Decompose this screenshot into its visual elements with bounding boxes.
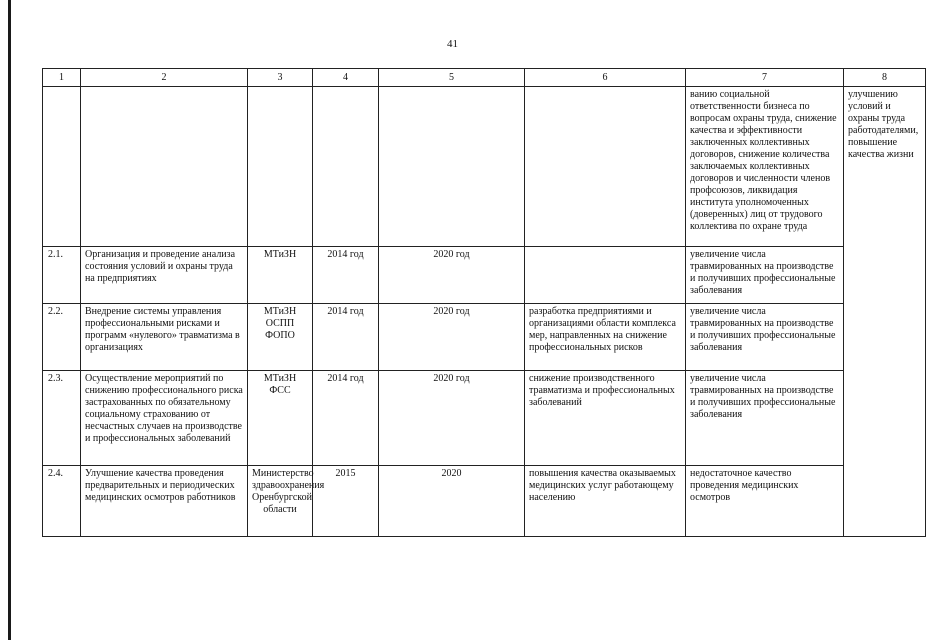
row-number: 2.3. bbox=[43, 371, 81, 466]
end-cell: 2020 bbox=[379, 466, 525, 537]
executor-text: МТиЗН ФСС bbox=[263, 373, 297, 396]
start-cell: 2015 bbox=[313, 466, 379, 537]
consequence-cell: увеличение числа травмированных на производстве и получивших профессиональные заболевания bbox=[686, 371, 844, 466]
table-row bbox=[43, 304, 926, 371]
start-cell: 2014 год bbox=[313, 304, 379, 371]
header-cell: 1 bbox=[43, 69, 81, 87]
consequence-cell: ванию социальной ответственности бизнеса по вопросам охраны труда, снижение качества и эффективности заключенных коллективных договоров, снижение количества заключаемых коллективных договоров и численности членов профсоюзов, ликвидация института уполномоченных (доверенных) лиц от трудового коллектива по охране труда bbox=[686, 87, 844, 247]
table-cell bbox=[43, 87, 81, 247]
row-number: 2.2. bbox=[43, 304, 81, 371]
table-cell bbox=[525, 87, 686, 247]
header-cell: 5 bbox=[379, 69, 525, 87]
executor-cell: Министерство здравоохранения Оренбургской области bbox=[248, 466, 313, 537]
table-cell bbox=[844, 466, 926, 537]
row-number: 2.1. bbox=[43, 247, 81, 304]
table-row-continuation bbox=[43, 87, 926, 247]
result-cell: снижение производственного травматизма и профессиональных заболеваний bbox=[525, 371, 686, 466]
consequence-cell: недостаточное качество проведения медицинских осмотров bbox=[686, 466, 844, 537]
table-cell bbox=[313, 87, 379, 247]
header-cell: 2 bbox=[81, 69, 248, 87]
measure-name: Внедрение системы управления профессиональными рисками и программ «нулевого» травматизма в организациях bbox=[81, 304, 248, 371]
consequence-cell: увеличение числа травмированных на производстве и получивших профессиональные заболевания bbox=[686, 247, 844, 304]
table-cell bbox=[379, 87, 525, 247]
binding-bar bbox=[8, 0, 11, 640]
end-cell: 2020 год bbox=[379, 247, 525, 304]
executor-cell: МТиЗН bbox=[248, 247, 313, 304]
end-cell: 2020 год bbox=[379, 304, 525, 371]
header-cell: 4 bbox=[313, 69, 379, 87]
start-cell: 2014 год bbox=[313, 247, 379, 304]
consequence-cell: увеличение числа травмированных на производстве и получивших профессиональные заболевания bbox=[686, 304, 844, 371]
table-cell bbox=[248, 87, 313, 247]
table-row bbox=[43, 466, 926, 537]
executor-cell bbox=[248, 371, 313, 466]
start-cell: 2014 год bbox=[313, 371, 379, 466]
header-cell: 6 bbox=[525, 69, 686, 87]
header-cell: 8 bbox=[844, 69, 926, 87]
measure-name: Организация и проведение анализа состояния условий и охраны труда на предприятиях bbox=[81, 247, 248, 304]
result-cell bbox=[525, 247, 686, 304]
header-row bbox=[43, 69, 926, 87]
row-number: 2.4. bbox=[43, 466, 81, 537]
executor-cell bbox=[248, 304, 313, 371]
result-cell: повышения качества оказываемых медицинских услуг работающему населению bbox=[525, 466, 686, 537]
measure-name: Улучшение качества проведения предварительных и периодических медицинских осмотров работников bbox=[81, 466, 248, 537]
measure-name: Осуществление мероприятий по снижению профессионального риска застрахованных по обязательному социальному страхованию от несчастных случаев на производстве и профессиональных заболеваний bbox=[81, 371, 248, 466]
table-cell bbox=[844, 247, 926, 304]
result-cell: разработка предприятиями и организациями области комплекса мер, направленных на снижение профессиональных рисков bbox=[525, 304, 686, 371]
header-cell: 7 bbox=[686, 69, 844, 87]
table-cell bbox=[844, 371, 926, 466]
end-cell: 2020 год bbox=[379, 371, 525, 466]
table-row bbox=[43, 371, 926, 466]
header-cell: 3 bbox=[248, 69, 313, 87]
page-number: 41 bbox=[447, 38, 458, 50]
note-cell: улучшению условий и охраны труда работодателями, повышение качества жизни bbox=[844, 87, 926, 247]
table-cell bbox=[844, 304, 926, 371]
measures-table bbox=[42, 68, 926, 537]
table-cell bbox=[81, 87, 248, 247]
table-row bbox=[43, 247, 926, 304]
executor-text: МТиЗН ОСПП ФОПО bbox=[263, 306, 297, 341]
